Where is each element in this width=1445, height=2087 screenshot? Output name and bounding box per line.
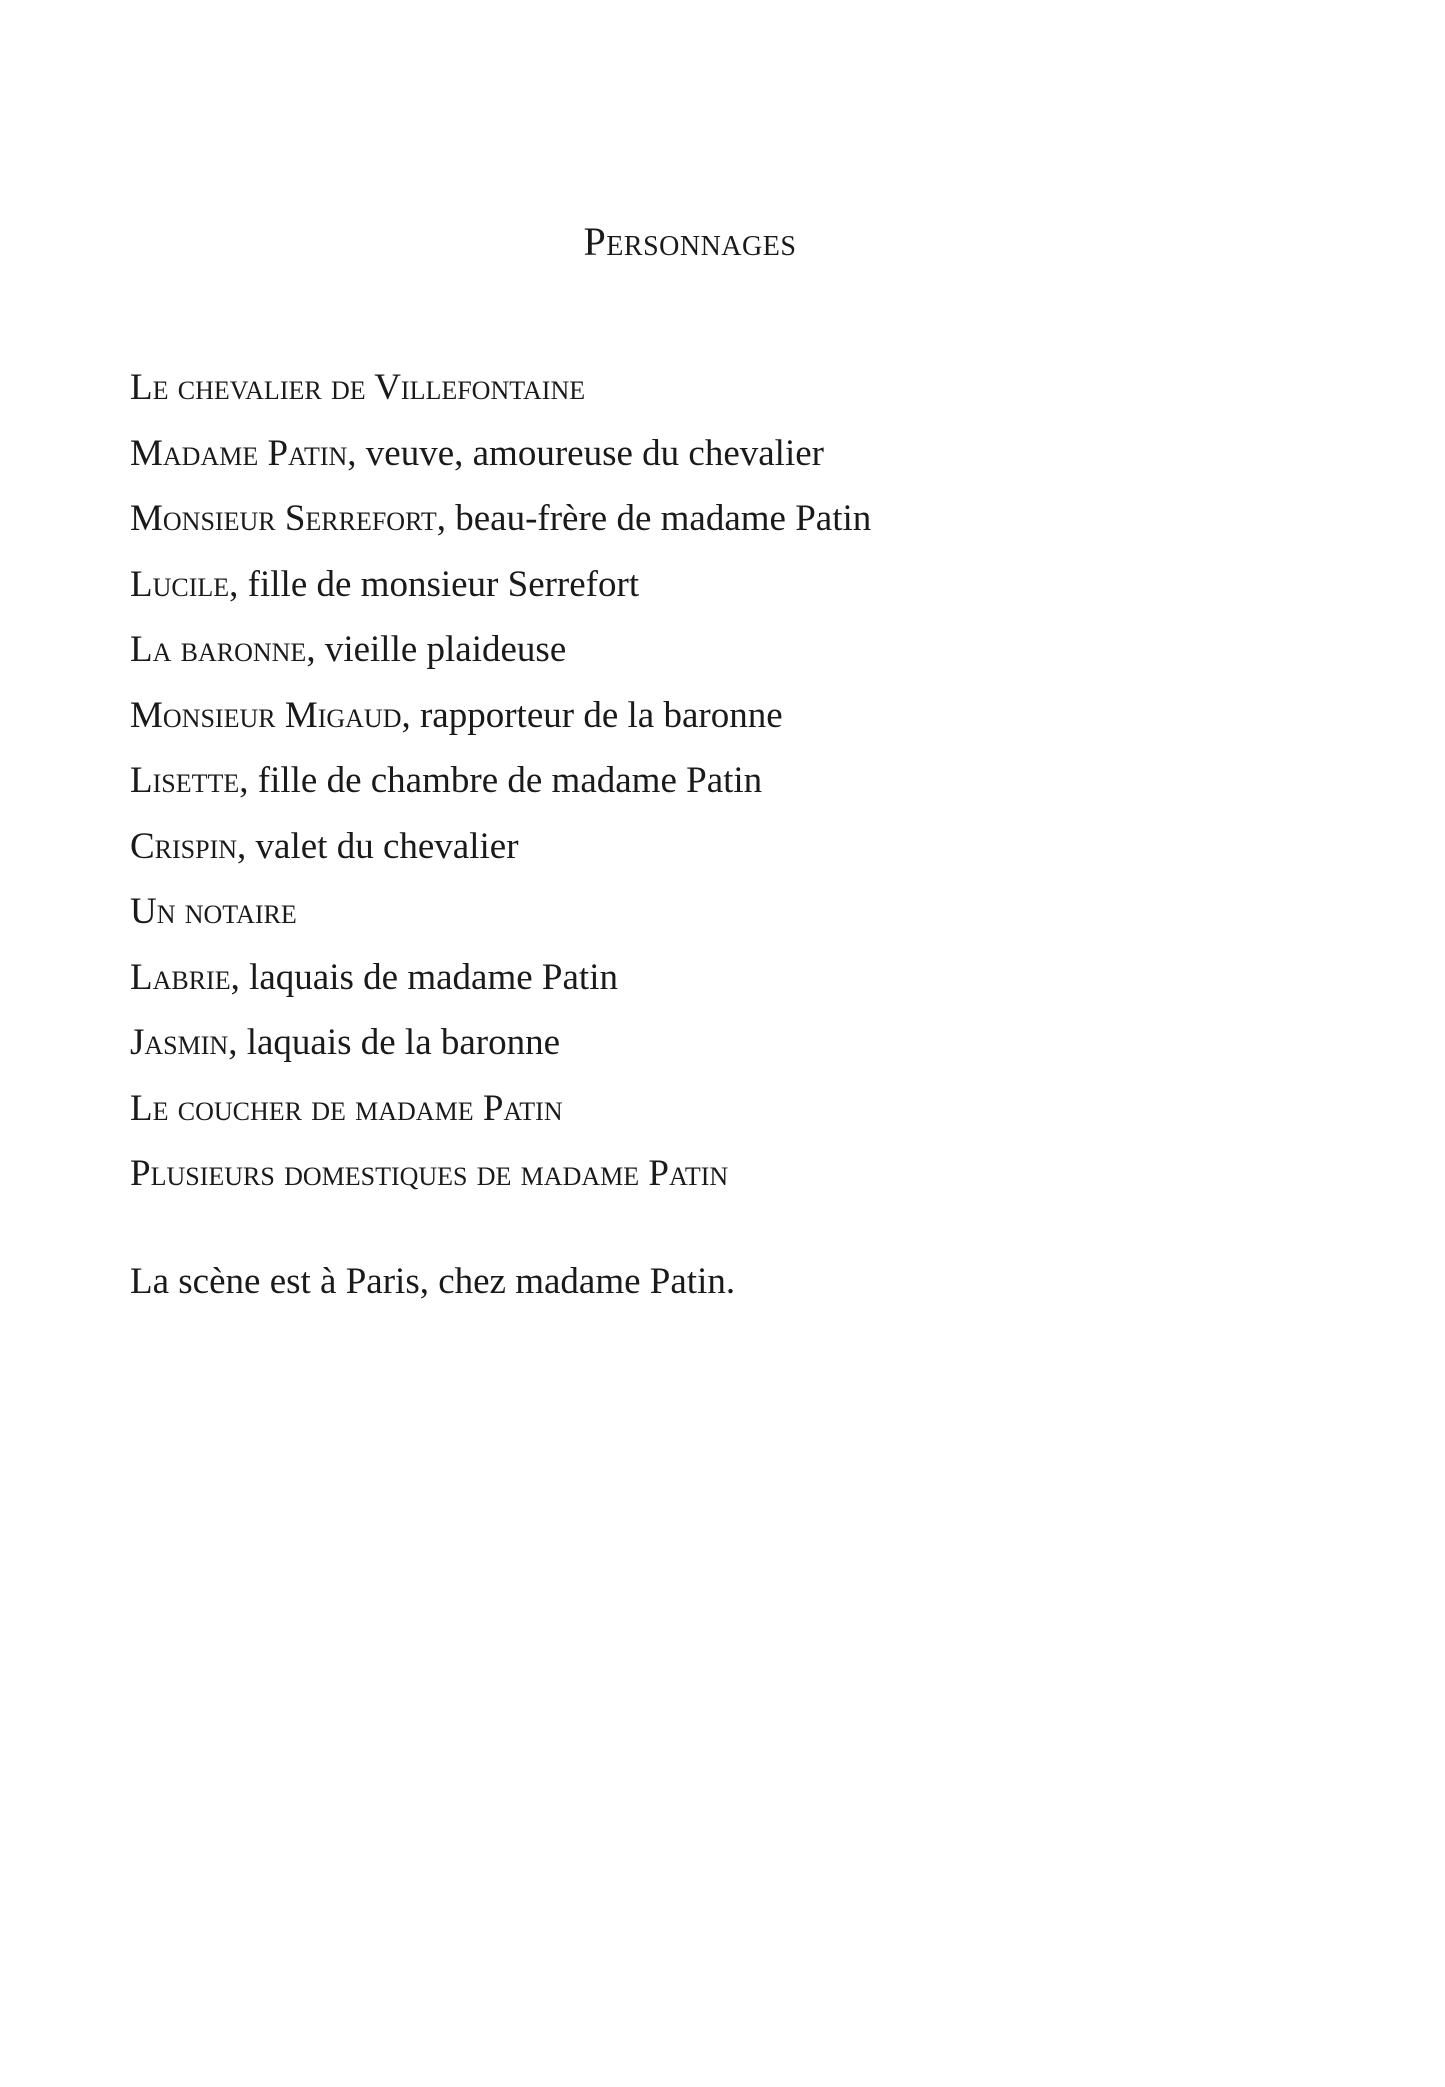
character-entry — [130, 885, 871, 951]
character-name: Madame Patin — [130, 432, 348, 474]
character-description: , vieille plaideuse — [306, 629, 567, 670]
character-name: Lisette — [130, 760, 240, 801]
character-description: , veuve, amoureuse du chevalier — [347, 432, 824, 474]
character-entry — [130, 558, 871, 624]
character-entry — [130, 427, 871, 493]
character-entry — [130, 1016, 871, 1082]
character-entry — [130, 1147, 871, 1213]
character-name: Monsieur Serrefort — [130, 498, 437, 539]
character-entry — [130, 623, 871, 689]
character-name: Crispin — [130, 825, 238, 867]
character-name: La baronne — [130, 629, 307, 670]
character-name: Jasmin — [130, 1022, 229, 1063]
character-entry — [130, 1082, 871, 1148]
character-name: Le coucher de madame Patin — [130, 1087, 563, 1129]
character-name: Monsieur Migaud — [130, 694, 402, 736]
character-name: Labrie — [130, 956, 231, 998]
character-description: , valet du chevalier — [237, 825, 519, 867]
scene-setting: La scène est à Paris, chez madame Patin. — [130, 1261, 736, 1302]
character-entry — [130, 361, 871, 427]
character-description: , rapporteur de la baronne — [401, 694, 783, 736]
character-name: Un notaire — [130, 891, 297, 932]
character-description: , laquais de madame Patin — [230, 956, 618, 998]
character-entry — [130, 951, 871, 1017]
character-name: Plusieurs domestiques de madame Patin — [130, 1153, 729, 1194]
character-entry — [130, 492, 871, 558]
character-description: , fille de chambre de madame Patin — [239, 760, 763, 801]
page-title: Personnages — [583, 219, 797, 264]
character-list — [130, 361, 871, 1213]
character-description: , laquais de la baronne — [228, 1022, 561, 1063]
character-entry — [130, 754, 871, 820]
character-entry — [130, 820, 871, 886]
character-name: Lucile — [130, 563, 230, 605]
character-entry — [130, 689, 871, 755]
character-description: , beau-frère de madame Patin — [436, 498, 872, 539]
character-description: , fille de monsieur Serrefort — [229, 563, 640, 605]
character-name: Le chevalier de Villefontaine — [130, 367, 586, 408]
